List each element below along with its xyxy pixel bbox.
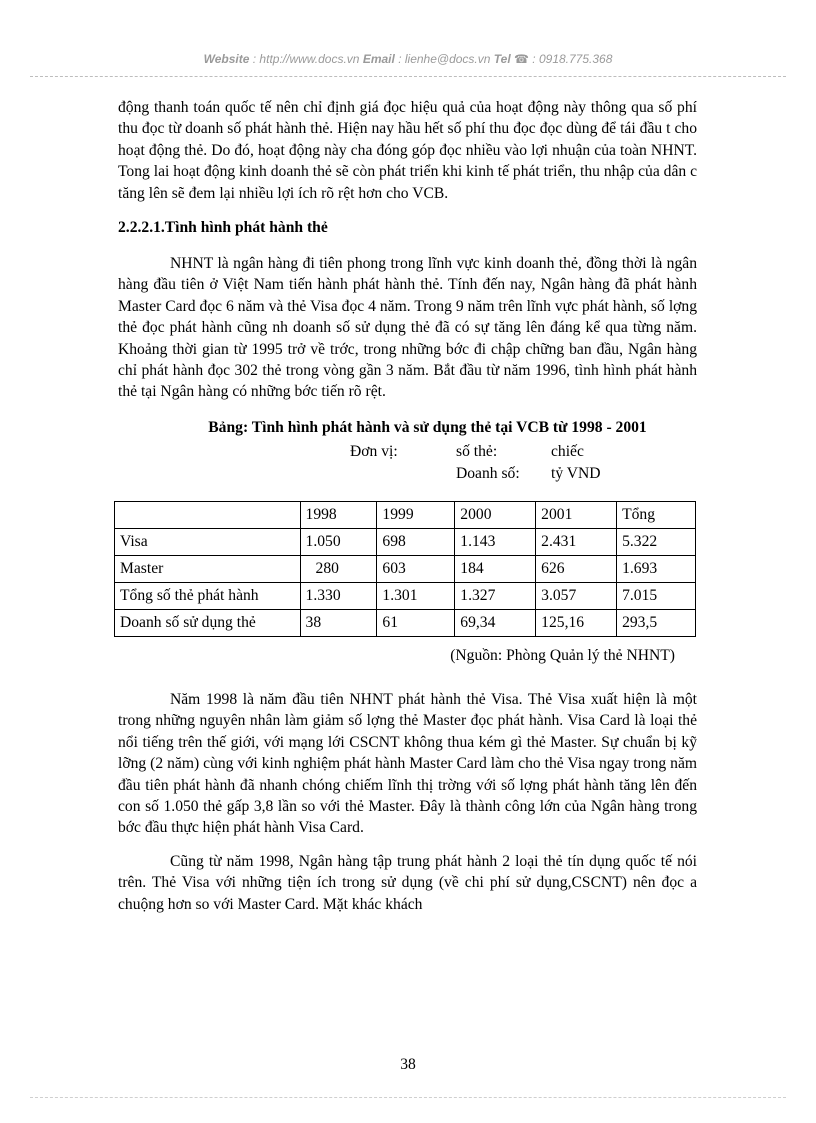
table-cell: 3.057 (536, 582, 617, 609)
table-cell: 1.330 (300, 582, 377, 609)
tel-value: ☎ : 0918.775.368 (514, 52, 613, 66)
card-issuance-table (114, 501, 696, 637)
table-header-cell (115, 501, 301, 528)
table-title: Bảng: Tình hình phát hành và sử dụng thẻ tại VCB từ 1998 - 2001 (208, 418, 647, 436)
table-header-row (115, 501, 696, 528)
table-cell: 125,16 (536, 609, 617, 636)
page-header (0, 52, 816, 66)
table-cell: 1.693 (617, 555, 696, 582)
table-source: (Nguồn: Phòng Quản lý thẻ NHNT) (450, 646, 675, 664)
table-cell: 7.015 (617, 582, 696, 609)
unit-cards-label: số thẻ: (456, 442, 498, 460)
website-value: : http://www.docs.vn (252, 52, 360, 66)
table-cell: 38 (300, 609, 377, 636)
page-content (118, 97, 697, 915)
table-cell: Master (115, 555, 301, 582)
table-cell: 1.327 (455, 582, 536, 609)
table-header-cell: Tổng (617, 501, 696, 528)
paragraph-2: NHNT là ngân hàng đi tiên phong trong lĩnh vực kinh doanh thẻ, đồng thời là ngân hàng đầu tiên ở Việt Nam tiến hành phát hành thẻ. Tính đến nay, Ngân hàng đã phát hành Master Card đọc 6 năm và thẻ Visa đọc 4 năm. Trong 9 năm trên lĩnh vực phát hành, số lợng thẻ đọc phát hành cũng nh doanh số sử dụng thẻ đã có sự tăng lên đáng kể qua từng năm. Khoảng thời gian từ 1995 trở về trớc, trong những bớc đi chập chững ban đầu, Ngân hàng chỉ phát hành đọc 302 thẻ trong vòng gần 3 năm. Bắt đầu từ năm 1996, tình hình phát hành thẻ tại Ngân hàng có những bớc tiến rõ rệt. (118, 255, 697, 401)
table-cell: 626 (536, 555, 617, 582)
unit-sales-value: tỷ VND (551, 464, 601, 482)
paragraph-1: động thanh toán quốc tế nên chỉ định giá đọc hiệu quả của hoạt động này thông qua số phí thu đọc từ doanh số phát hành thẻ. Hiện nay hầu hết số phí thu đọc đọc dùng để tái đầu t cho hoạt động thẻ. Do đó, hoạt động này cha đóng góp đọc nhiều vào lợi nhuận của toàn NHNT. Tong lai hoạt động kinh doanh thẻ sẽ còn phát triển khi kinh tế phát triển, thu nhập của dân c tăng lên sẽ đem lại nhiều lợi ích rõ rệt hơn cho VCB. (118, 99, 697, 202)
table-header-cell: 2000 (455, 501, 536, 528)
table-cell: 293,5 (617, 609, 696, 636)
page-number: 38 (400, 1056, 416, 1073)
table-header-cell: 2001 (536, 501, 617, 528)
email-value: : lienhe@docs.vn (398, 52, 491, 66)
table-cell: 603 (377, 555, 455, 582)
table-cell: Doanh số sử dụng thẻ (115, 609, 301, 636)
table-cell: 1.143 (455, 528, 536, 555)
unit-label: Đơn vị: (350, 442, 398, 460)
table-header-cell: 1998 (300, 501, 377, 528)
table-unit (118, 443, 697, 489)
table-cell: Visa (115, 528, 301, 555)
table-cell: 2.431 (536, 528, 617, 555)
table-cell: Tổng số thẻ phát hành (115, 582, 301, 609)
header-divider (30, 76, 786, 77)
table-row (115, 555, 696, 582)
table-cell: 69,34 (455, 609, 536, 636)
email-label: Email (362, 52, 395, 66)
table-row (115, 528, 696, 555)
table-cell: 184 (455, 555, 536, 582)
section-heading: 2.2.2.1.Tình hình phát hành thẻ (118, 219, 328, 237)
table-cell: 280 (300, 555, 377, 582)
table-cell: 698 (377, 528, 455, 555)
unit-cards-value: chiếc (551, 442, 584, 460)
table-cell: 1.301 (377, 582, 455, 609)
footer-divider (30, 1097, 786, 1098)
tel-label: Tel (493, 52, 511, 66)
unit-sales-label: Doanh số: (456, 464, 520, 482)
table-cell: 5.322 (617, 528, 696, 555)
website-label: Website (203, 52, 250, 66)
table-row (115, 609, 696, 636)
table-cell: 1.050 (300, 528, 377, 555)
paragraph-gap (118, 839, 697, 851)
paragraph-4: Cũng từ năm 1998, Ngân hàng tập trung phát hành 2 loại thẻ tín dụng quốc tế nói trên. Thẻ Visa với những tiện ích trong sử dụng (về chi phí sử dụng,CSCNT) nên đọc a chuộng hơn so với Master Card. Mặt khác khách (118, 852, 697, 913)
table-row (115, 582, 696, 609)
table-cell: 61 (377, 609, 455, 636)
paragraph-3: Năm 1998 là năm đầu tiên NHNT phát hành thẻ Visa. Thẻ Visa xuất hiện là một trong những nguyên nhân làm giảm số lợng thẻ Master đọc phát hành. Visa Card là loại thẻ nổi tiếng trên thế giới, với mạng lới CSCNT không thua kém gì thẻ Master. Sự chuẩn bị kỹ lỡng (2 năm) cùng với kinh nghiệm phát hành Master Card làm cho thẻ Visa ngay trong năm đầu tiên phát hành đã nhanh chóng chiếm lĩnh thị trờng với số lợng phát hành tăng lên đến con số 1.050 thẻ gấp 3,8 lần so với thẻ Master. Đây là thành công lớn của Ngân hàng trong bớc đầu thực hiện phát hành Visa Card. (118, 690, 697, 837)
table-header-cell: 1999 (377, 501, 455, 528)
